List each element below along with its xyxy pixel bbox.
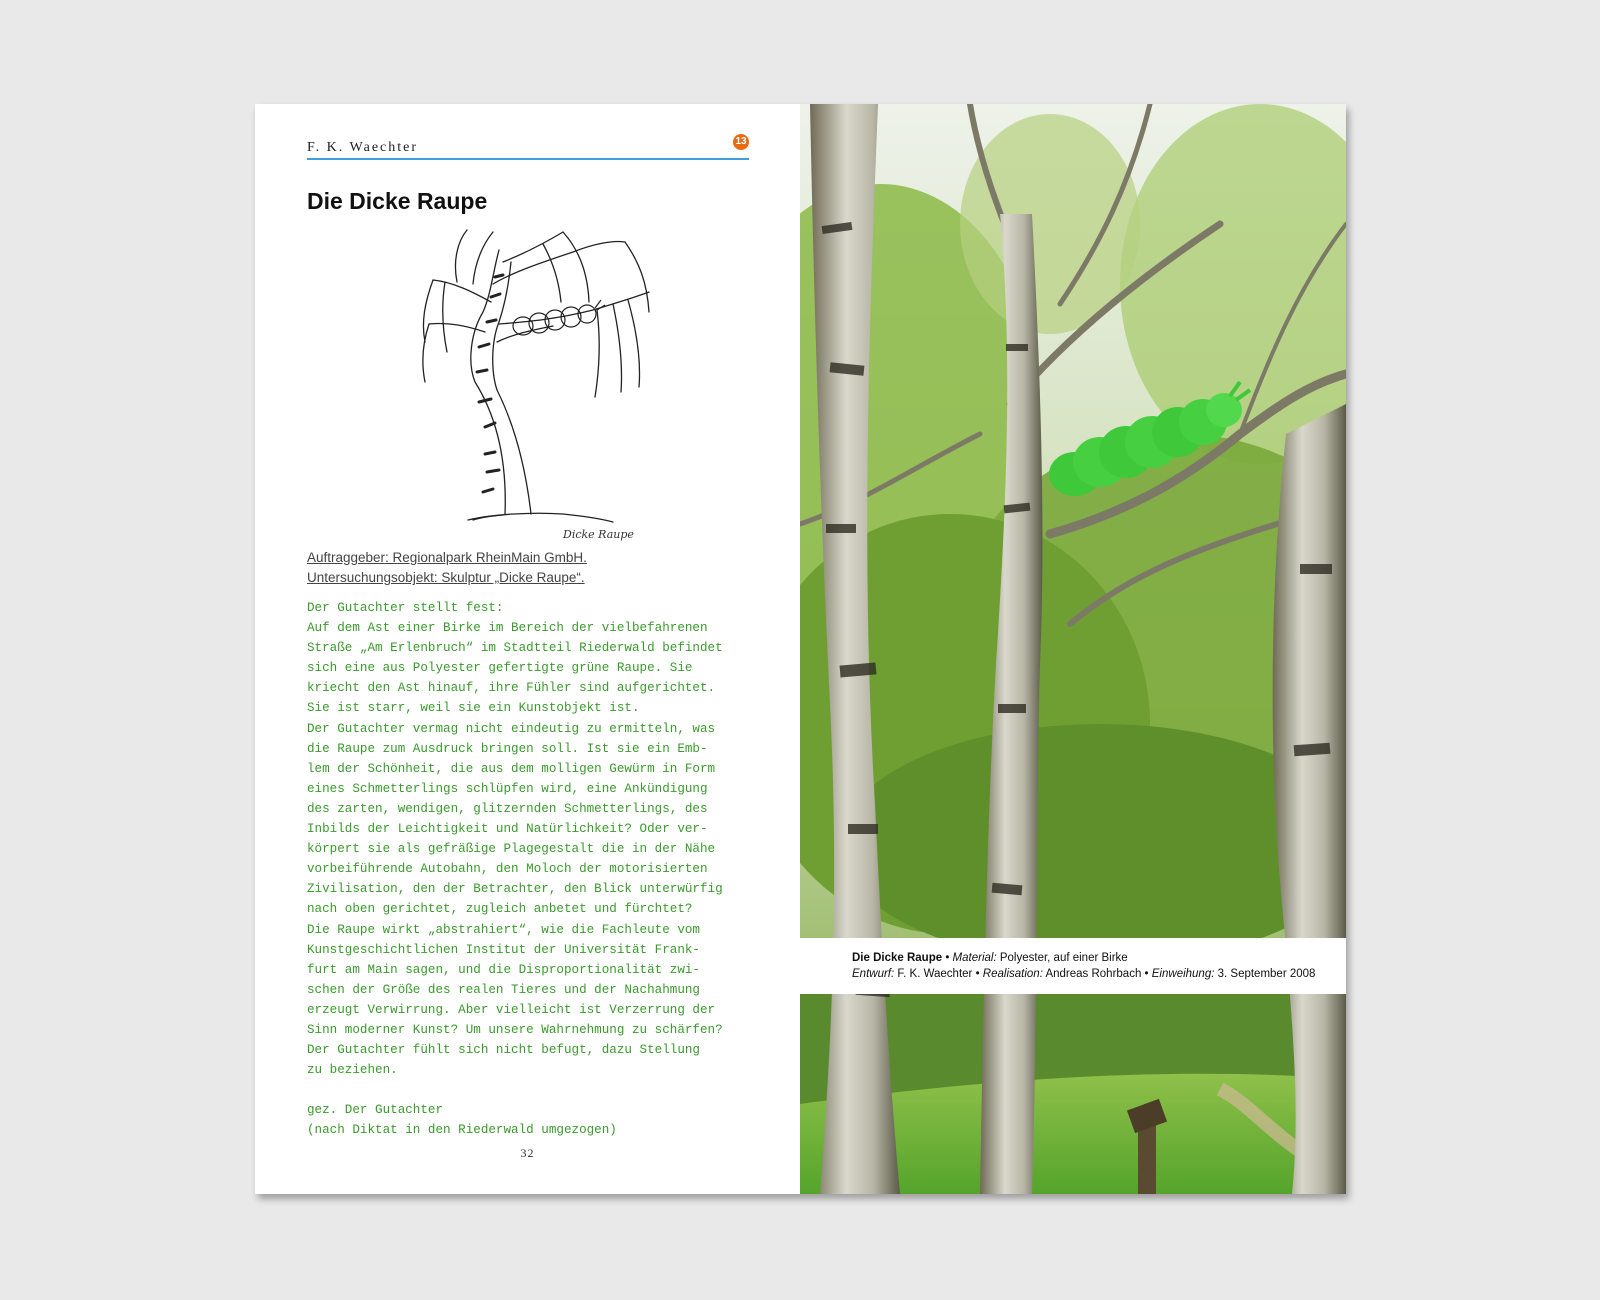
report-line: die Raupe zum Ausdruck bringen soll. Ist sie ein Emb-	[307, 741, 708, 756]
report-body	[307, 598, 747, 1141]
report-line: zu beziehen.	[307, 1063, 398, 1078]
report-line: Der Gutachter stellt fest:	[307, 601, 504, 615]
report-line: Der Gutachter fühlt sich nicht befugt, dazu Stellung	[307, 1043, 700, 1058]
birch-caterpillar-photo	[800, 104, 1346, 1194]
report-line: erzeugt Verwirrung. Aber vielleicht ist Verzerrung der	[307, 1002, 716, 1017]
caption-realisation-label: Realisation:	[982, 968, 1043, 980]
report-line: körpert sie als gefräßige Plagegestalt die in der Nähe	[307, 842, 716, 857]
left-page	[255, 104, 800, 1194]
author-name: F. K. Waechter	[307, 140, 419, 155]
report-line	[307, 1080, 747, 1100]
report-line: Der Gutachter vermag nicht eindeutig zu ermitteln, was	[307, 721, 716, 736]
report-line: Sinn moderner Kunst? Um unsere Wahrnehmung zu schärfen?	[307, 1022, 723, 1037]
right-page	[800, 104, 1346, 1194]
sketch-signature: Dicke Raupe	[563, 528, 634, 541]
caption-separator: •	[942, 952, 953, 964]
caption-band	[800, 938, 1346, 994]
caption-separator: •	[972, 968, 983, 980]
report-line: vorbeiführende Autobahn, den Moloch der motorisierten	[307, 862, 708, 877]
page-number: 32	[520, 1146, 535, 1160]
page-header	[307, 134, 749, 160]
caption-design-value: F. K. Waechter	[894, 968, 973, 980]
report-line: (nach Diktat in den Riederwald umgezogen)	[307, 1123, 617, 1138]
report-line: Auf dem Ast einer Birke im Bereich der vielbefahrenen	[307, 621, 708, 636]
photo-caption	[852, 950, 1315, 982]
report-line: gez. Der Gutachter	[307, 1103, 444, 1118]
caption-title: Die Dicke Raupe	[852, 952, 943, 964]
caption-material-value: Polyester, auf einer Birke	[996, 952, 1128, 964]
report-line: furt am Main sagen, und die Disproportionalität zwi-	[307, 962, 700, 977]
caption-design-label: Entwurf:	[852, 968, 895, 980]
report-line: Die Raupe wirkt „abstrahiert“, wie die Fachleute vom	[307, 922, 700, 937]
client-line: Auftraggeber: Regionalpark RheinMain GmbH.	[307, 550, 587, 565]
report-line: eines Schmetterlings schlüpfen wird, eine Ankündigung	[307, 781, 708, 796]
article-title: Die Dicke Raupe	[307, 188, 488, 214]
object-line: Untersuchungsobjekt: Skulptur „Dicke Raupe“.	[307, 570, 585, 585]
report-line: des zarten, wendigen, glitzernden Schmetterlings, des	[307, 801, 708, 816]
caption-inauguration-value: 3. September 2008	[1214, 968, 1316, 980]
caption-separator: •	[1141, 968, 1152, 980]
caption-inauguration-label: Einweihung:	[1151, 968, 1215, 980]
report-line: sich eine aus Polyester gefertigte grüne Raupe. Sie	[307, 661, 693, 676]
report-line: Sie ist starr, weil sie ein Kunstobjekt ist.	[307, 701, 640, 716]
report-line: kriecht den Ast hinauf, ihre Fühler sind aufgerichtet.	[307, 681, 716, 696]
report-line: nach oben gerichtet, zugleich anbetet und fürchtet?	[307, 902, 693, 917]
report-line: Kunstgeschichtlichen Institut der Universität Frank-	[307, 942, 700, 957]
birch-sketch-illustration	[413, 222, 658, 550]
book-spread	[255, 104, 1346, 1194]
caption-material-label: Material:	[952, 952, 997, 964]
report-line: Inbilds der Leichtigkeit und Natürlichkeit? Oder ver-	[307, 822, 708, 837]
report-line: Straße „Am Erlenbruch“ im Stadtteil Riederwald befindet	[307, 641, 723, 656]
report-line: lem der Schönheit, die aus dem molligen Gewürm in Form	[307, 761, 716, 776]
chapter-badge: 13	[733, 134, 749, 150]
caption-realisation-value: Andreas Rohrbach	[1042, 968, 1142, 980]
report-line: schen der Größe des realen Tieres und der Nachahmung	[307, 982, 700, 997]
report-line: Zivilisation, den der Betrachter, den Blick unterwürfig	[307, 882, 723, 897]
